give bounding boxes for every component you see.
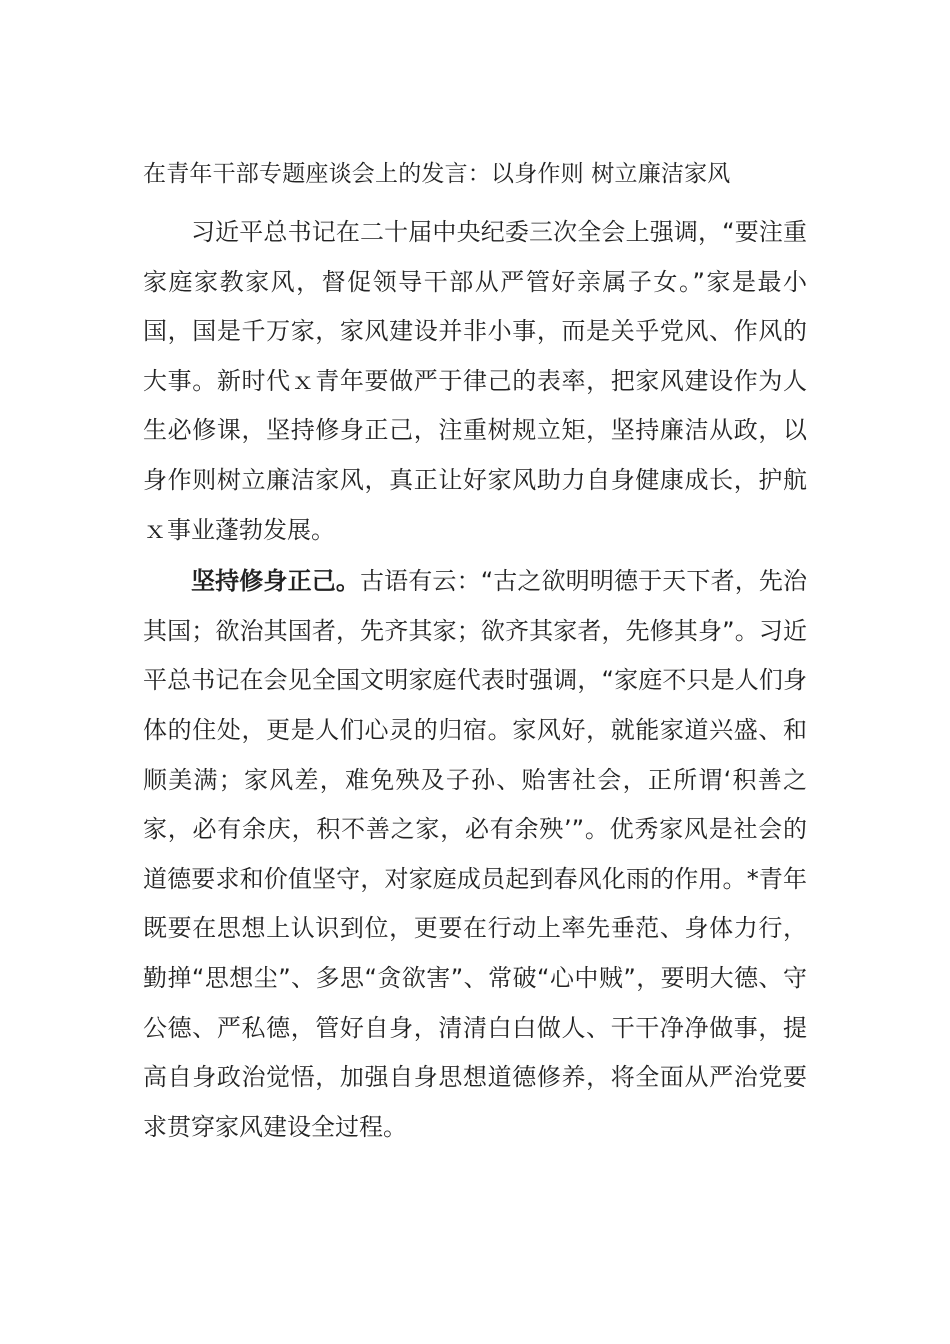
- paragraph-intro: [143, 208, 807, 555]
- paragraph-text: 古语有云：“古之欲明明德于天下者，先治其国；欲治其国者，先齐其家；欲齐其家者，先修其身”。习近平总书记在会见全国文明家庭代表时强调，“家庭不只是人们身体的住处，更是人们心灵的归宿。家风好，就能家道兴盛、和顺美满；家风差，难免殃及子孙、贻害社会，正所谓‘积善之家，必有余庆，积不善之家，必有余殃’”。优秀家风是社会的道德要求和价值坚守，对家庭成员起到春风化雨的作用。*青年既要在思想上认识到位，更要在行动上率先垂范、身体力行，勤掸“思想尘”、多思“贪欲害”、常破“心中贼”，要明大德、守公德、严私德，管好自身，清清白白做人、干干净净做事，提高自身政治觉悟，加强自身思想道德修养，将全面从严治党要求贯穿家风建设全过程。: [143, 567, 807, 1141]
- document-title: 在青年干部专题座谈会上的发言：以身作则 树立廉洁家风: [143, 161, 731, 187]
- paragraph-lead: 坚持修身正己。: [191, 567, 360, 596]
- paragraph-text: 习近平总书记在二十届中央纪委三次全会上强调，“要注重家庭家教家风，督促领导干部从严管好亲属子女。”家是最小国，国是千万家，家风建设并非小事，而是关乎党风、作风的大事。新时代ｘ青年要做严于律己的表率，把家风建设作为人生必修课，坚持修身正己，注重树规立矩，坚持廉洁从政，以身作则树立廉洁家风，真正让好家风助力自身健康成长，护航ｘ事业蓬勃发展。: [143, 218, 807, 544]
- paragraph-self-cultivation: [143, 557, 807, 1152]
- document-body: [143, 152, 807, 1152]
